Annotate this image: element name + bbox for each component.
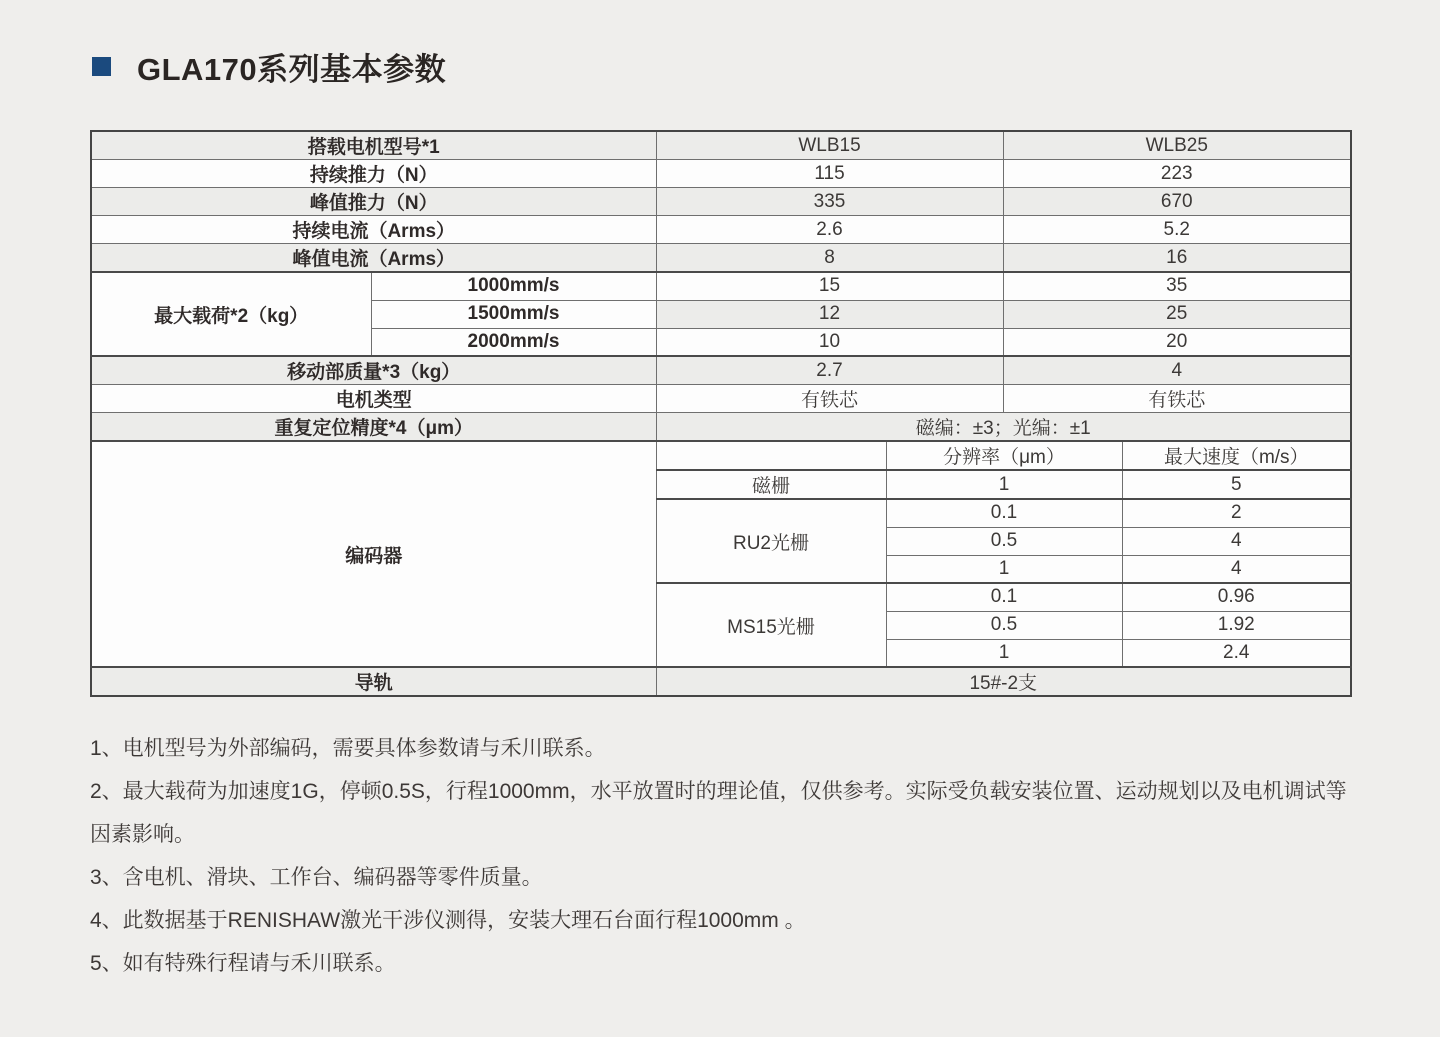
row-label-peak-current: 峰值电流（Arms） bbox=[91, 244, 656, 273]
square-bullet-icon bbox=[92, 57, 111, 76]
cell-value: 16 bbox=[1003, 244, 1351, 273]
cell-value: 115 bbox=[656, 160, 1003, 188]
cell-value: 2.6 bbox=[656, 216, 1003, 244]
encoder-type-label: MS15光栅 bbox=[656, 583, 886, 667]
cell-value: 5 bbox=[1122, 470, 1351, 499]
table-row bbox=[91, 216, 1351, 244]
cell-value: 35 bbox=[1003, 272, 1351, 300]
cell-value: 10 bbox=[656, 328, 1003, 356]
subheader-max-speed: 最大速度（m/s） bbox=[1122, 441, 1351, 470]
cell-value: 12 bbox=[656, 300, 1003, 328]
footnote-4: 4、此数据基于RENISHAW激光干涉仪测得，安装大理石台面行程1000mm 。 bbox=[90, 909, 806, 932]
cell-value: 1 bbox=[886, 639, 1122, 667]
table-row bbox=[91, 356, 1351, 385]
cell-value: 2.4 bbox=[1122, 639, 1351, 667]
cell-value: 2 bbox=[1122, 499, 1351, 527]
cell-value: 0.96 bbox=[1122, 583, 1351, 611]
cell-value: 有铁芯 bbox=[656, 385, 1003, 413]
cell-value: 4 bbox=[1122, 555, 1351, 583]
col-header-wlb15: WLB15 bbox=[656, 131, 1003, 160]
cell-value: 670 bbox=[1003, 188, 1351, 216]
speed-label: 1000mm/s bbox=[371, 272, 656, 300]
spec-table bbox=[90, 130, 1352, 697]
cell-value: 335 bbox=[656, 188, 1003, 216]
col-header-wlb25: WLB25 bbox=[1003, 131, 1351, 160]
table-row bbox=[91, 131, 1351, 160]
cell-value: 20 bbox=[1003, 328, 1351, 356]
cell-value: 1.92 bbox=[1122, 611, 1351, 639]
footnote-3: 3、含电机、滑块、工作台、编码器等零件质量。 bbox=[90, 866, 543, 889]
cell-value: 25 bbox=[1003, 300, 1351, 328]
encoder-subheader-empty-cell bbox=[656, 441, 886, 470]
speed-label: 2000mm/s bbox=[371, 328, 656, 356]
table-row bbox=[91, 441, 1351, 470]
cell-value: 2.7 bbox=[656, 356, 1003, 385]
row-label-motor-model: 搭载电机型号*1 bbox=[91, 131, 656, 160]
subheader-resolution: 分辨率（μm） bbox=[886, 441, 1122, 470]
cell-value: 8 bbox=[656, 244, 1003, 273]
table-row bbox=[91, 667, 1351, 696]
table-row bbox=[91, 413, 1351, 442]
table-row bbox=[91, 385, 1351, 413]
cell-value: 1 bbox=[886, 470, 1122, 499]
encoder-type-label: 磁栅 bbox=[656, 470, 886, 499]
cell-value: 5.2 bbox=[1003, 216, 1351, 244]
cell-value: 0.1 bbox=[886, 583, 1122, 611]
table-row bbox=[91, 272, 1351, 300]
repeatability-value: 磁编：±3；光编：±1 bbox=[656, 413, 1351, 442]
cell-value: 0.5 bbox=[886, 611, 1122, 639]
row-label-rail: 导轨 bbox=[91, 667, 656, 696]
rail-value: 15#-2支 bbox=[656, 667, 1351, 696]
section-header bbox=[92, 0, 1440, 89]
row-label-cont-force: 持续推力（N） bbox=[91, 160, 656, 188]
cell-value: 0.1 bbox=[886, 499, 1122, 527]
footnote-5: 5、如有特殊行程请与禾川联系。 bbox=[90, 952, 396, 975]
cell-value: 4 bbox=[1003, 356, 1351, 385]
row-label-peak-force: 峰值推力（N） bbox=[91, 188, 656, 216]
row-label-motor-type: 电机类型 bbox=[91, 385, 656, 413]
cell-value: 15 bbox=[656, 272, 1003, 300]
row-label-encoder: 编码器 bbox=[91, 441, 656, 667]
footnote-1: 1、电机型号为外部编码，需要具体参数请与禾川联系。 bbox=[90, 737, 606, 760]
footnotes bbox=[90, 727, 1352, 985]
cell-value: 0.5 bbox=[886, 527, 1122, 555]
cell-value: 1 bbox=[886, 555, 1122, 583]
footnote-2: 2、最大载荷为加速度1G，停顿0.5S，行程1000mm，水平放置时的理论值，仅供参考。实际受负载安装位置、运动规划以及电机调试等因素影响。 bbox=[90, 780, 1347, 846]
cell-value: 223 bbox=[1003, 160, 1351, 188]
row-label-cont-current: 持续电流（Arms） bbox=[91, 216, 656, 244]
table-row bbox=[91, 160, 1351, 188]
row-label-max-load: 最大载荷*2（kg） bbox=[91, 272, 371, 356]
row-label-repeatability: 重复定位精度*4（μm） bbox=[91, 413, 656, 442]
encoder-type-label: RU2光栅 bbox=[656, 499, 886, 583]
row-label-moving-mass: 移动部质量*3（kg） bbox=[91, 356, 656, 385]
speed-label: 1500mm/s bbox=[371, 300, 656, 328]
cell-value: 有铁芯 bbox=[1003, 385, 1351, 413]
table-row bbox=[91, 244, 1351, 273]
cell-value: 4 bbox=[1122, 527, 1351, 555]
table-row bbox=[91, 188, 1351, 216]
page-title: GLA170系列基本参数 bbox=[137, 52, 447, 87]
